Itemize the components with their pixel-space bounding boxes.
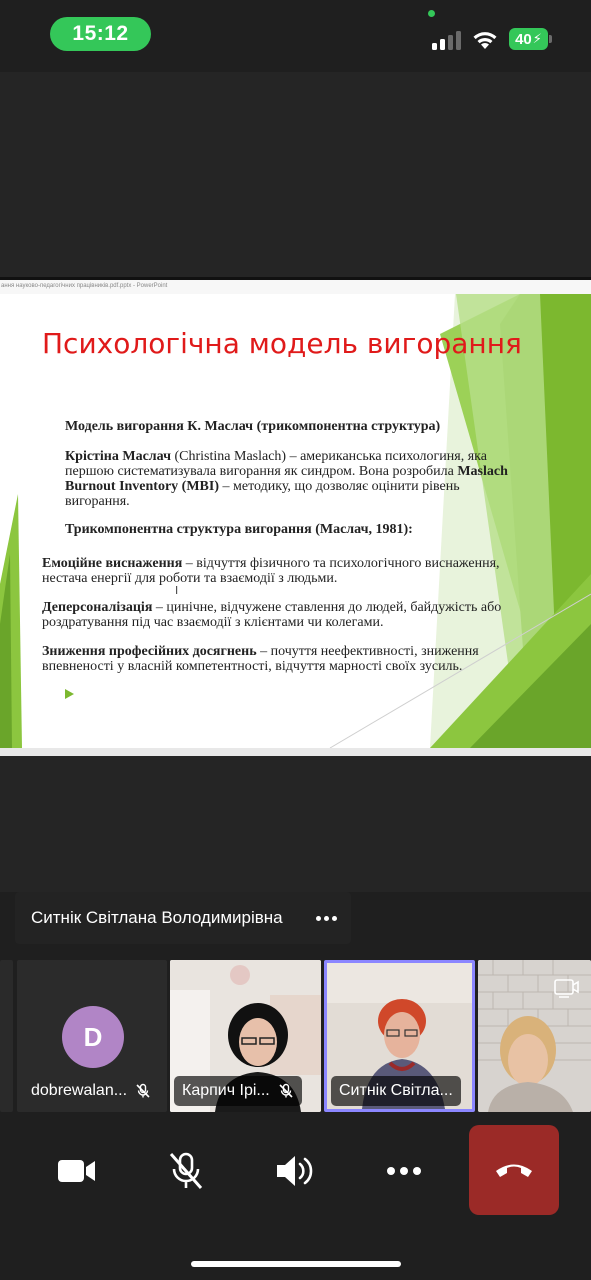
text-cursor-icon: I — [175, 584, 179, 597]
participant-tile-4[interactable] — [478, 960, 591, 1112]
participant-name: dobrewalan... — [23, 1076, 159, 1106]
powerpoint-title-bar: ання науково-педагогічних працівників.pdf.pptx - PowerPoint — [0, 280, 591, 294]
participant-name: Ситнік Світла... — [331, 1076, 461, 1106]
status-time: 15:12 — [50, 17, 151, 51]
sharer-label[interactable] — [15, 892, 351, 944]
speaker-icon — [275, 1153, 315, 1189]
camera-switch-icon[interactable] — [553, 976, 579, 1000]
sharer-name: Ситнік Світлана Володимирівна — [31, 908, 283, 927]
slide-title: Психологічна модель вигорання — [42, 327, 522, 360]
more-icon — [386, 1166, 422, 1176]
more-button[interactable] — [354, 1126, 454, 1216]
hangup-button[interactable] — [469, 1125, 559, 1215]
slide-green-decoration — [0, 294, 591, 748]
signal-icon — [432, 30, 462, 50]
slide-item-3: Зниження професійних досягнень – почуття неефективності, зниження впевненості у власній компетентності, відчуття марності своїх зусиль. — [42, 644, 479, 674]
slide-intro: Крістіна Маслач (Christina Maslach) – американська психологиня, яка першою систематизувала вигорання як синдром. Вона розробила Maslach Burnout Inventory (MBI) – методику, що дозволяє оцінити рівень вигорання. — [65, 449, 508, 509]
battery-icon — [509, 28, 553, 50]
participant-tile-partial[interactable] — [0, 960, 13, 1112]
wifi-icon — [472, 28, 498, 50]
participant-tile-karpych[interactable] — [170, 960, 321, 1112]
presentation-slide — [0, 294, 591, 748]
slide-item-2: Деперсоналізація – цинічне, відчужене ставлення до людей, байдужість або роздратування під час взаємодії з клієнтами чи колегами. — [42, 600, 502, 630]
mic-off-icon — [278, 1083, 294, 1099]
hangup-icon — [494, 1160, 534, 1180]
participant-tile-sytnik[interactable] — [324, 960, 475, 1112]
participant-name: Карпич Ірі... — [174, 1076, 302, 1106]
status-bar — [0, 0, 591, 72]
camera-icon — [58, 1158, 96, 1184]
more-dots-icon[interactable] — [316, 892, 337, 944]
bullet-arrow-icon — [65, 689, 74, 699]
charging-bolt-icon: ⚡ — [532, 31, 542, 46]
avatar: D — [62, 1006, 124, 1068]
speaker-button[interactable] — [245, 1126, 345, 1216]
camera-button[interactable] — [27, 1126, 127, 1216]
home-indicator[interactable] — [191, 1261, 401, 1267]
mic-off-icon — [167, 1151, 205, 1191]
slide-heading: Модель вигорання К. Маслач (трикомпонентна структура) — [65, 419, 441, 434]
slide-item-1: Емоційне виснаження – відчуття фізичного та психологічного виснаження, нестача енергії для роботи та взаємодії з людьми. — [42, 556, 500, 586]
privacy-indicator-dot — [428, 10, 435, 17]
slide-bottom-edge — [0, 748, 591, 756]
mic-button[interactable] — [136, 1126, 236, 1216]
slide-structure-heading: Трикомпонентна структура вигорання (Маслач, 1981): — [65, 522, 413, 537]
participant-strip[interactable] — [0, 960, 591, 1112]
shared-slide-window — [0, 277, 591, 753]
participant-tile-dobrewalan[interactable] — [17, 960, 167, 1112]
mic-off-icon — [135, 1083, 151, 1099]
call-controls — [0, 1114, 591, 1280]
battery-level: 40 — [515, 30, 532, 48]
